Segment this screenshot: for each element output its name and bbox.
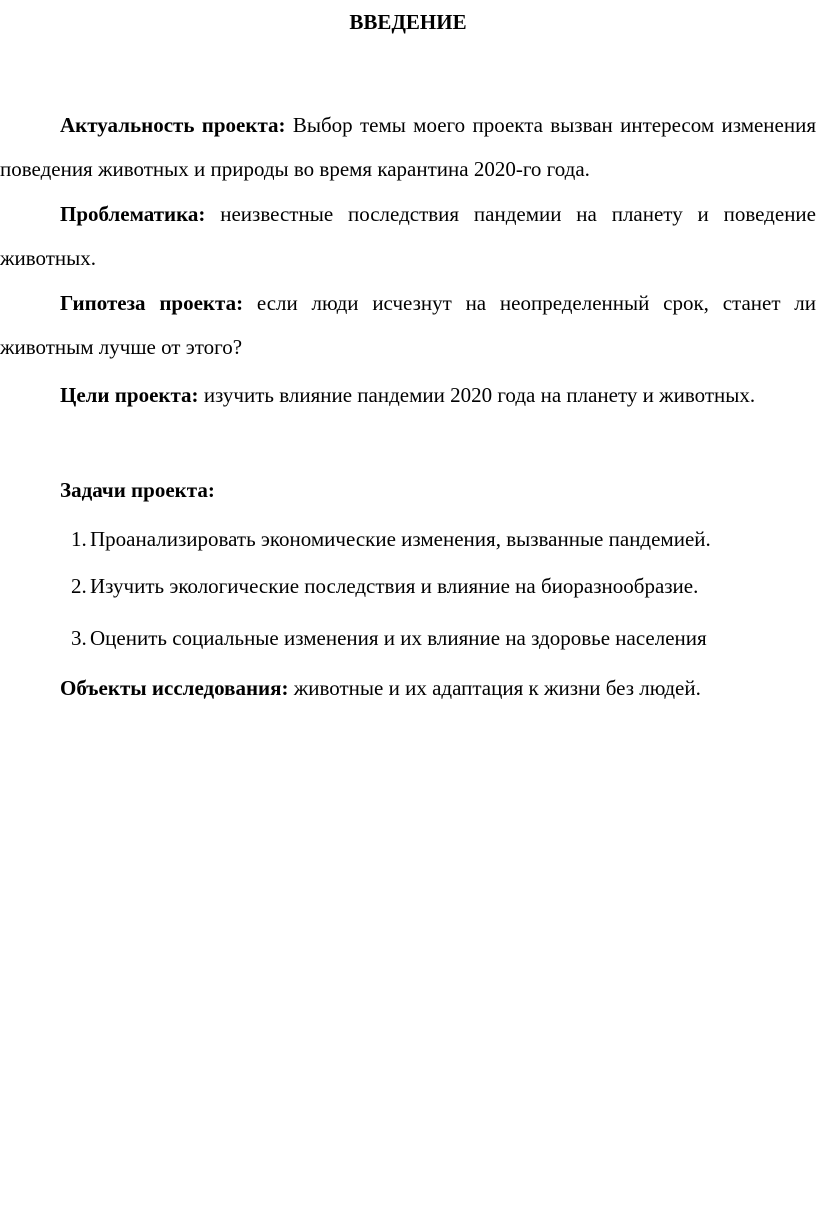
tasks-label: Задачи проекта: [60,478,215,502]
goals-label: Цели проекта: [60,383,199,407]
objects-text: животные и их адаптация к жизни без людей. [288,676,701,700]
task-number: 2. [71,574,87,598]
problem-label: Проблематика: [60,202,206,226]
task-number: 3. [71,626,87,650]
task-item [71,622,707,654]
hypothesis-paragraph [0,281,816,369]
hypothesis-label: Гипотеза проекта: [60,291,244,315]
problem-paragraph [0,192,816,280]
relevance-text: Выбор темы моего проекта вызван интересом изменения поведения животных и природы во время карантина 2020-го года. [0,113,816,181]
objects-label: Объекты исследования: [60,676,289,700]
task-text: Проанализировать экономические изменения, вызванные пандемией. [90,527,711,551]
objects-paragraph [60,672,701,704]
task-text: Изучить экологические последствия и влияние на биоразнообразие. [90,574,699,598]
goals-paragraph [0,373,816,417]
goals-text: изучить влияние пандемии 2020 года на планету и животных. [198,383,756,407]
task-item [71,570,698,602]
task-item [71,523,711,555]
task-number: 1. [71,527,87,551]
relevance-paragraph [0,103,816,191]
relevance-label: Актуальность проекта: [60,113,286,137]
problem-text: неизвестные последствия пандемии на планету и поведение животных. [0,202,816,270]
task-text: Оценить социальные изменения и их влияние на здоровье населения [90,626,707,650]
tasks-heading [60,474,215,506]
page-title: ВВЕДЕНИЕ [349,10,467,34]
hypothesis-text: если люди исчезнут на неопределенный срок, станет ли животным лучше от этого? [0,291,816,359]
